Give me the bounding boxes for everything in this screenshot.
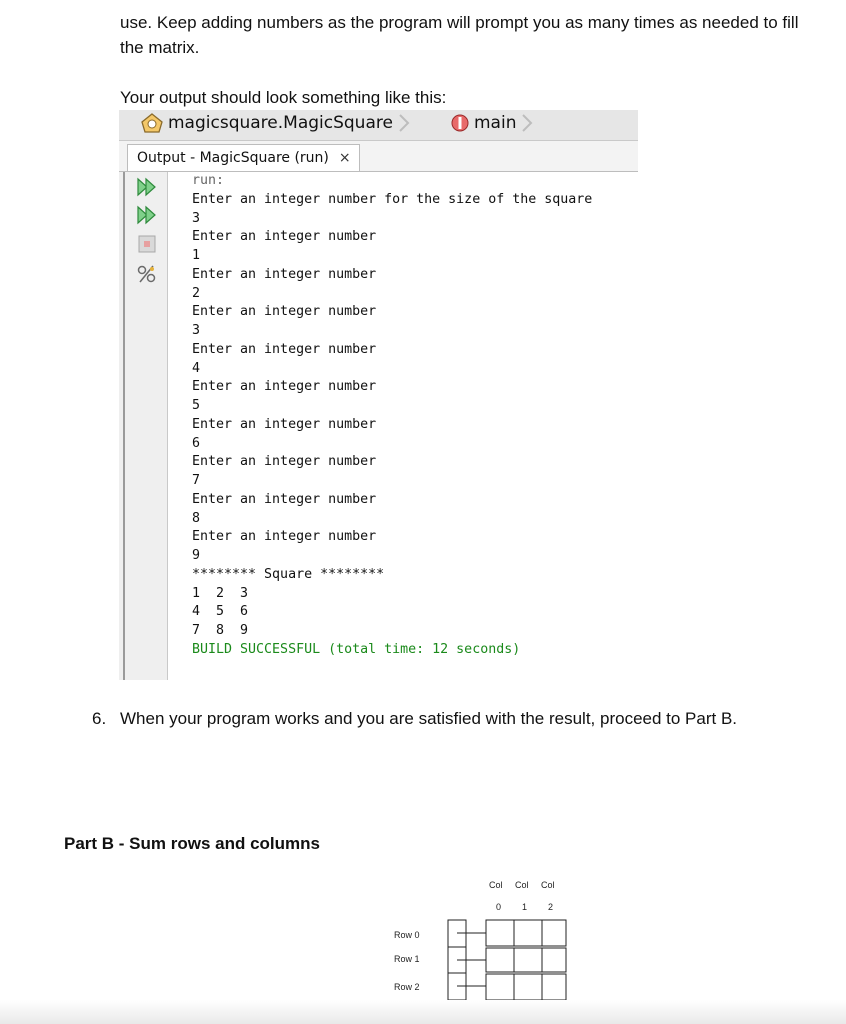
console-prompt: Enter an integer number xyxy=(192,266,377,282)
col-header-index: 1 xyxy=(522,902,528,912)
console-input: 4 xyxy=(192,360,201,376)
tab-output-run[interactable] xyxy=(127,144,360,171)
console-square-row: 7 8 9 xyxy=(192,623,249,638)
console-prompt: Enter an integer number xyxy=(192,416,377,432)
col-header-index: 2 xyxy=(548,902,554,912)
matrix-cell xyxy=(486,974,514,1000)
matrix-diagram xyxy=(380,872,580,1012)
row-label: Row 0 xyxy=(394,930,420,940)
matrix-cell xyxy=(514,974,542,1000)
breadcrumb-class[interactable] xyxy=(141,113,410,133)
console-run-label: run: xyxy=(192,173,225,188)
rerun-with-params-icon[interactable] xyxy=(136,205,158,225)
ide-breadcrumb-bar xyxy=(119,110,638,141)
console-input: 8 xyxy=(192,510,201,526)
matrix-cell xyxy=(514,948,542,972)
console-input: 3 xyxy=(192,323,201,338)
console-input: 5 xyxy=(192,398,201,413)
step-6-number: 6. xyxy=(92,709,107,728)
console-output xyxy=(192,172,638,680)
console-input: 1 xyxy=(192,248,201,263)
matrix-cell xyxy=(486,920,514,946)
console-input: 9 xyxy=(192,548,201,563)
matrix-cell xyxy=(486,948,514,972)
console-input: 2 xyxy=(192,285,201,301)
console-prompt: Enter an integer number xyxy=(192,454,377,470)
console-prompt: Enter an integer number xyxy=(192,379,377,395)
breadcrumb-method-label: main xyxy=(474,113,517,133)
console-input: 6 xyxy=(192,435,201,451)
console-square-header: ******** Square ******** xyxy=(192,566,385,582)
console-prompt: Enter an integer number xyxy=(192,304,377,320)
class-icon xyxy=(141,113,163,133)
console-build-status: BUILD SUCCESSFUL (total time: 12 seconds) xyxy=(192,641,521,657)
output-tab-row xyxy=(119,141,638,172)
page-bottom-edge xyxy=(0,1000,846,1024)
col-header-top: Col xyxy=(489,880,503,890)
stop-icon[interactable] xyxy=(136,234,158,254)
ide-output-screenshot xyxy=(119,110,638,680)
matrix-cell xyxy=(542,974,566,1000)
console-input: 7 xyxy=(192,473,201,488)
intro-paragraph: use. Keep adding numbers as the program will prompt you as many times as needed to fill the matrix. xyxy=(120,13,799,57)
console-prompt: Enter an integer number xyxy=(192,341,377,357)
breadcrumb-class-label: magicsquare.MagicSquare xyxy=(168,113,393,133)
output-lead-text: Your output should look something like this: xyxy=(120,88,447,107)
step-6-text: When your program works and you are satisfied with the result, proceed to Part B. xyxy=(120,709,738,728)
console-prompt: Enter an integer number xyxy=(192,529,377,545)
output-side-toolbar xyxy=(119,172,168,680)
breadcrumb-method[interactable] xyxy=(451,113,533,133)
col-header-top: Col xyxy=(515,880,529,890)
col-header-top: Col xyxy=(541,880,555,890)
chevron-right-icon xyxy=(521,113,533,133)
matrix-cell xyxy=(542,948,566,972)
chevron-right-icon xyxy=(398,113,410,133)
matrix-cell xyxy=(542,920,566,946)
console-size-prompt: Enter an integer number for the size of the square xyxy=(192,191,593,207)
method-icon xyxy=(451,114,469,132)
col-header-index: 0 xyxy=(496,902,502,912)
toolbar-divider xyxy=(123,172,125,680)
console-square-row: 4 5 6 xyxy=(192,604,249,620)
console-prompt: Enter an integer number xyxy=(192,229,377,245)
console-prompt: Enter an integer number xyxy=(192,491,377,507)
row-label: Row 2 xyxy=(394,982,420,992)
tab-output-label: Output - MagicSquare (run) xyxy=(137,150,329,166)
row-label: Row 1 xyxy=(394,954,420,964)
matrix-grid-drawing xyxy=(380,872,580,1012)
settings-icon[interactable] xyxy=(136,264,158,284)
matrix-cell xyxy=(514,920,542,946)
part-b-heading: Part B - Sum rows and columns xyxy=(64,834,320,853)
rerun-icon[interactable] xyxy=(136,177,158,197)
close-icon[interactable]: × xyxy=(338,150,351,166)
console-size-input: 3 xyxy=(192,210,201,226)
console-square-row: 1 2 3 xyxy=(192,585,249,601)
